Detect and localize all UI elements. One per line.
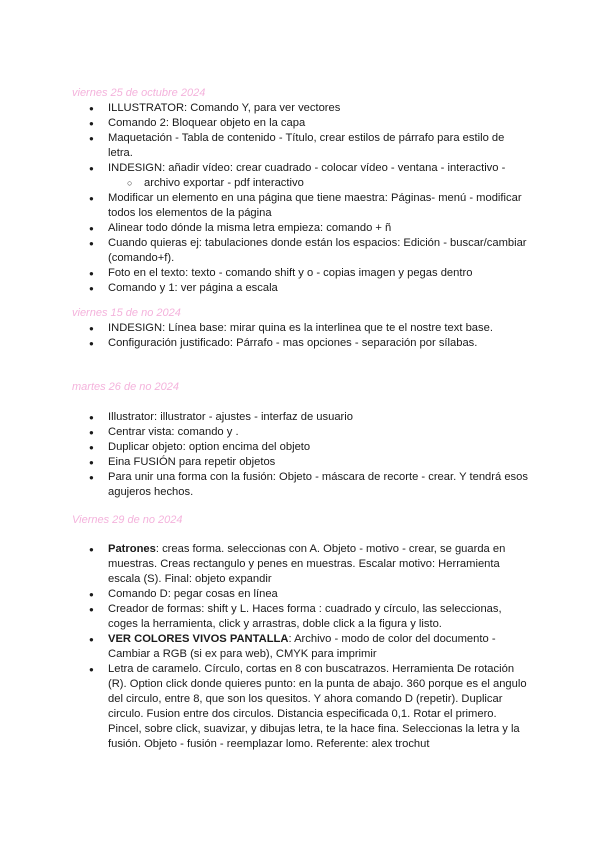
list-item: ● Foto en el texto: texto - comando shift y o - copias imagen y pegas dentro — [72, 266, 532, 281]
list-item: ● INDESIGN: añadir vídeo: crear cuadrado - colocar vídeo - ventana - interactivo - — [72, 161, 532, 176]
item-text: : creas forma. seleccionas con A. Objeto - motivo - crear, se guarda en muestras. Creas rectangulo y penes en muestras. Escalar motivo: Herramienta escala (S). Final: objeto expandir — [108, 543, 506, 585]
list-item — [72, 632, 532, 662]
list-item: ● Duplicar objeto: option encima del objeto — [72, 440, 532, 455]
list-item — [72, 602, 532, 632]
list-item: ● Modificar un elemento en una página que tiene maestra: Páginas- menú - modificar todos los elementos de la página — [72, 191, 532, 221]
item-text: Letra de caramelo. Círculo, cortas en 8 con buscatrazos. Herramienta De rotación (R). Option click donde quieres punto: en la punta de abajo. 360 porque es el angulo del circulo, entre 8, que son los quesitos. Y ahora comando D (repetir). Duplicar circulo. Fusion entre dos circulos. Distancia especificada 0,1. Rotar el primero. Pincel, sobre click, suavizar, y dibujas letra, te la hace fina. Seleccionas la letra y la fusión. Objeto - fusión - reemplazar lomo. Referente: alex trochut — [108, 663, 527, 750]
section-nov-15 — [72, 306, 532, 351]
list-item: ● Alinear todo dónde la misma letra empieza: comando + ñ — [72, 221, 532, 236]
list-item: ● Comando y 1: ver página a escala — [72, 281, 532, 296]
list-item: ● Maquetación - Tabla de contenido - Título, crear estilos de párrafo para estilo de letra. — [72, 131, 532, 161]
section-date: Viernes 29 de no 2024 — [72, 514, 183, 526]
list-item: ● Cuando quieras ej: tabulaciones donde están los espacios: Edición - buscar/cambiar (comando+f). — [72, 236, 532, 266]
bullet-list — [72, 410, 532, 500]
list-item: ● ILLUSTRATOR: Comando Y, para ver vectores — [72, 101, 532, 116]
bold-term: Patrones — [108, 543, 156, 555]
bullet-list — [72, 101, 532, 296]
section-oct-25 — [72, 86, 532, 296]
list-item — [72, 587, 532, 602]
list-item: ● Para unir una forma con la fusión: Objeto - máscara de recorte - crear. Y tendrá esos agujeros hechos. — [72, 470, 532, 500]
section-date: viernes 15 de no 2024 — [72, 307, 181, 319]
bold-term: VER COLORES VIVOS PANTALLA — [108, 633, 289, 645]
item-text: Creador de formas: shift y L. Haces forma : cuadrado y círculo, las seleccionas, coges la herramienta, click y arrastras, doble click a la figura y listo. — [108, 603, 502, 630]
item-text: : Archivo - modo de color del documento - Cambiar a RGB (si ex para web), CMYK para imprimir — [108, 633, 496, 660]
section-date: viernes 25 de octubre 2024 — [72, 87, 206, 99]
list-item — [72, 662, 532, 752]
list-item: ● INDESIGN: Línea base: mirar quina es la interlinea que te el nostre text base. — [72, 321, 532, 336]
list-item: ● Illustrator: illustrator - ajustes - interfaz de usuario — [72, 410, 532, 425]
item-text: Comando D: pegar cosas en línea — [108, 588, 278, 600]
section-nov-26 — [72, 380, 532, 500]
sub-list-item: ○ archivo exportar - pdf interactivo — [72, 176, 532, 191]
list-item — [72, 542, 532, 587]
section-date: martes 26 de no 2024 — [72, 381, 180, 393]
list-item: ● Configuración justificado: Párrafo - mas opciones - separación por sílabas. — [72, 336, 532, 351]
section-nov-29 — [72, 513, 532, 752]
list-item: ● Comando 2: Bloquear objeto en la capa — [72, 116, 532, 131]
bullet-list — [72, 321, 532, 351]
bullet-list — [72, 542, 532, 752]
list-item: ● Eina FUSIÓN para repetir objetos — [72, 455, 532, 470]
list-item: ● Centrar vista: comando y . — [72, 425, 532, 440]
